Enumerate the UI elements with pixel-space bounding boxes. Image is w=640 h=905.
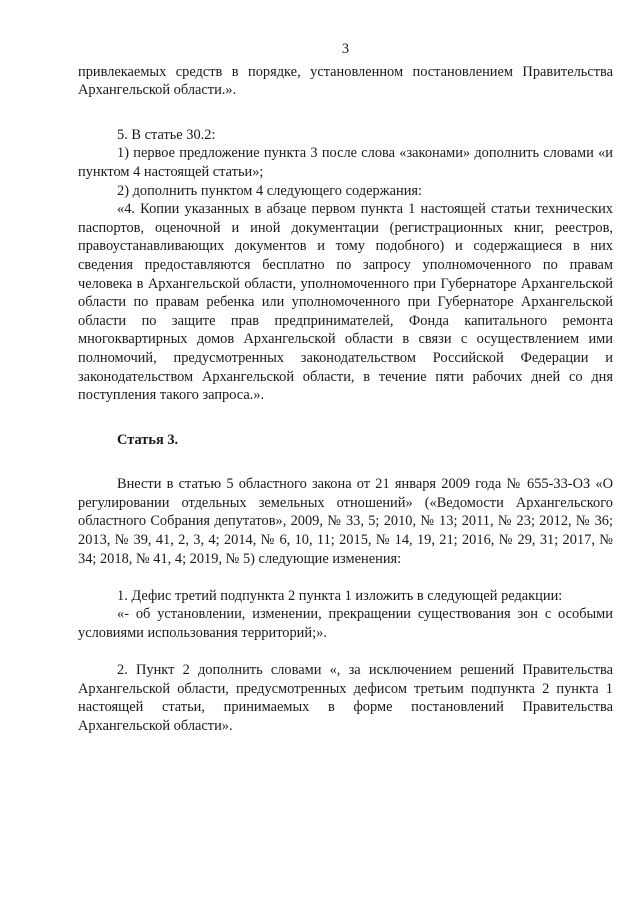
paragraph-amendment-intro: Внести в статью 5 областного закона от 21 января 2009 года № 655-33-ОЗ «О регулировании отдельных земельных отношений» («Ведомости Архангельского областного Собрания депутатов», 2009, № 33, 5; 2010, № 13; 2011, № 23; 2012, № 36; 2013, № 39, 41, 2, 3, 4; 2014, № 6, 10, 11; 2015, № 14, 19, 21; 2016, № 29, 31; 2017, № 34; 2018, № 41, 4; 2019, № 5) следующие изменения: (78, 476, 613, 567)
paragraph-article-30-2: 5. В статье 30.2: (117, 126, 216, 143)
paragraph-change-2: 2. Пункт 2 дополнить словами «, за исключением решений Правительства Архангельской области, предусмотренных дефисом третьим подпункта 2 пункта 1 настоящей статьи, принимаемых в форме постановлений Правительства Архангельской области». (78, 662, 613, 734)
paragraph-change-1: 1. Дефис третий подпункта 2 пункта 1 изложить в следующей редакции: (117, 587, 563, 604)
paragraph-change-1-text: «- об установлении, изменении, прекращении существования зон с особыми условиями использования территорий;». (78, 606, 613, 642)
paragraph-continuation: привлекаемых средств в порядке, установленном постановлением Правительства Архангельской области.». (78, 63, 613, 99)
spacer (78, 449, 613, 475)
paragraph-quote-point-4: «4. Копии указанных в абзаце первом пункта 1 настоящей статьи технических паспортов, оценочной и иной документации (регистрационных книг, реестров, правоустанавливающих документов и тому подобного) и содержащиеся в них сведения предоставляются бесплатно по запросу уполномоченного по правам человека в Архангельской области, уполномоченного при Губернаторе Архангельской области по правам ребенка или уполномоченного при Губернаторе Архангельской области по защите прав предпринимателей, Фонда капитального ремонта многоквартирных домов Архангельской области в связи с осуществлением ими полномочий, предусмотренных законодательством Российской Федерации и законодательством Архангельской области, в течение пяти рабочих дней со дня поступления такого запроса.». (78, 201, 613, 404)
page-number: 3 (341, 41, 350, 57)
paragraph-item-2: 2) дополнить пунктом 4 следующего содержания: (117, 182, 423, 199)
spacer (78, 568, 613, 587)
spacer (78, 405, 613, 431)
article-heading: Статья 3. (117, 431, 179, 448)
paragraph-item-1: 1) первое предложение пункта 3 после слова «законами» дополнить словами «и пунктом 4 настоящей статьи»; (78, 145, 613, 180)
spacer (78, 643, 613, 662)
spacer (78, 100, 613, 126)
document-page (78, 40, 613, 736)
